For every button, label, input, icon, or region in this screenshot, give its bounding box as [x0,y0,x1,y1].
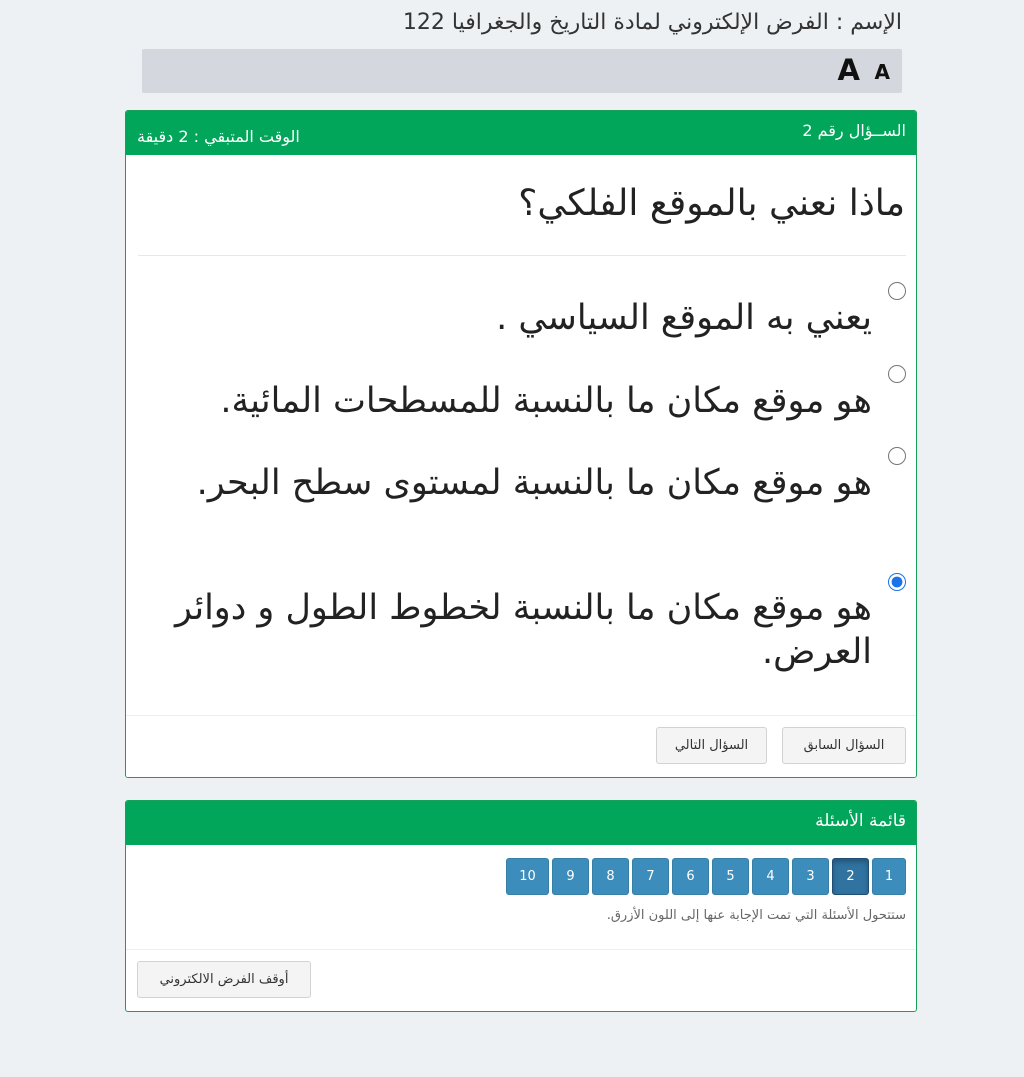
answer-radio-4[interactable] [888,573,906,591]
answer-text-1: يعني به الموقع السياسي . [496,298,872,338]
question-nav-button-8[interactable]: 8 [592,858,629,895]
answer-option-1[interactable] [140,282,906,340]
previous-question-button[interactable]: السؤال السابق [782,727,906,764]
question-list-panel [125,800,917,1012]
question-nav-button-4[interactable]: 4 [752,858,789,895]
answer-text-3: هو موقع مكان ما بالنسبة لمستوى سطح البحر. [196,463,872,503]
font-size-toolbar [142,49,902,93]
question-number: الســؤال رقم 2 [802,121,906,140]
answer-radio-2[interactable] [888,365,906,383]
question-list-footer [126,949,916,1011]
answer-option-3[interactable] [140,447,906,505]
question-nav-button-9[interactable]: 9 [552,858,589,895]
decrease-font-button[interactable]: A [874,60,890,84]
answer-text-2: هو موقع مكان ما بالنسبة للمسطحات المائية. [220,381,872,421]
divider [138,255,906,256]
next-question-button[interactable]: السؤال التالي [656,727,767,764]
answer-option-4[interactable] [140,573,906,674]
question-panel-header [126,111,916,155]
question-nav-button-3[interactable]: 3 [792,858,829,895]
question-nav-button-10[interactable]: 10 [506,858,549,895]
increase-font-button[interactable]: A [837,53,860,87]
question-panel-footer [126,715,916,777]
stop-exam-button[interactable]: أوقف الفرض الالكتروني [137,961,311,998]
answered-hint: ستتحول الأسئلة التي تمت الإجابة عنها إلى اللون الأزرق. [606,908,906,923]
question-panel [125,110,917,778]
question-nav-button-2[interactable]: 2 [832,858,869,895]
answer-radio-3[interactable] [888,447,906,465]
question-nav-button-5[interactable]: 5 [712,858,749,895]
question-nav-button-6[interactable]: 6 [672,858,709,895]
time-remaining: الوقت المتبقي : 2 دقيقة [137,127,300,146]
answer-text-4: هو موقع مكان ما بالنسبة لخطوط الطول و دوائر العرض. [175,588,872,672]
question-nav-button-1[interactable]: 1 [872,858,906,895]
answer-option-2[interactable] [140,365,906,423]
answer-radio-1[interactable] [888,282,906,300]
question-text: ماذا نعني بالموقع الفلكي؟ [518,183,905,224]
exam-name-title: الإسم : الفرض الإلكتروني لمادة التاريخ والجغرافيا 122 [402,10,902,35]
question-list-title: قائمة الأسئلة [815,811,906,831]
question-nav-button-7[interactable]: 7 [632,858,669,895]
question-list-header [126,801,916,845]
